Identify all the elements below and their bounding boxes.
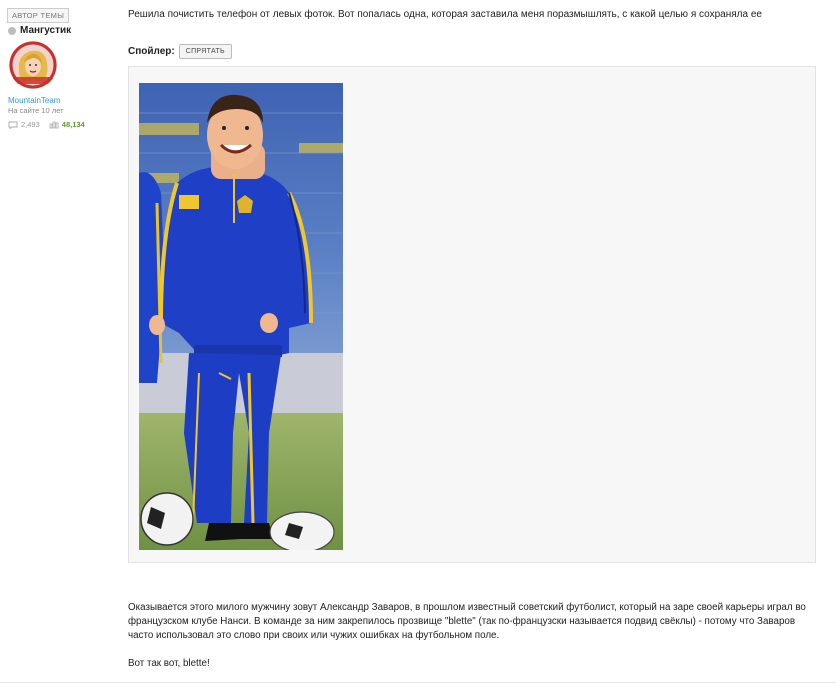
story-paragraph-closing: Вот так вот, blette! xyxy=(128,658,210,669)
author-name-link[interactable]: Мангустик xyxy=(20,25,72,36)
avatar[interactable] xyxy=(9,41,57,89)
author-panel xyxy=(0,0,110,688)
spoiler-header xyxy=(128,44,232,59)
hide-spoiler-button[interactable]: СПРЯТАТЬ xyxy=(179,44,232,59)
author-stats xyxy=(8,120,85,129)
author-since: На сайте 10 лет xyxy=(8,106,64,115)
topic-author-badge: АВТОР ТЕМЫ xyxy=(7,8,69,23)
reputation-icon xyxy=(49,121,59,129)
post-story xyxy=(128,601,818,685)
author-team-link[interactable]: MountainTeam xyxy=(8,96,61,105)
speech-bubble-icon xyxy=(8,121,18,129)
post-intro-text: Решила почистить телефон от левых фоток. Вот попалась одна, которая заставила меня поразмышлять, с какой целью я сохраняла ее xyxy=(128,9,762,20)
post-count: 2,493 xyxy=(21,120,40,129)
author-name-row xyxy=(8,25,71,36)
spoiler-label: Спойлер: xyxy=(128,46,175,57)
story-paragraph: Оказывается этого милого мужчину зовут Александр Заваров, в прошлом известный советский футболист, который на заре своей карьеры играл во французском клубе Нанси. В команде за ним закрепилось прозвище "blette" (так по-французски называется подвид свёклы) - потому что Заваров часто использовал это слово при своих или чужих ошибках на футбольном поле. xyxy=(128,602,806,641)
offline-status-icon xyxy=(8,27,16,35)
post-divider xyxy=(0,682,836,683)
spoiler-content xyxy=(128,66,816,563)
reputation-count: 48,134 xyxy=(61,120,85,129)
post-photo[interactable] xyxy=(139,83,343,550)
